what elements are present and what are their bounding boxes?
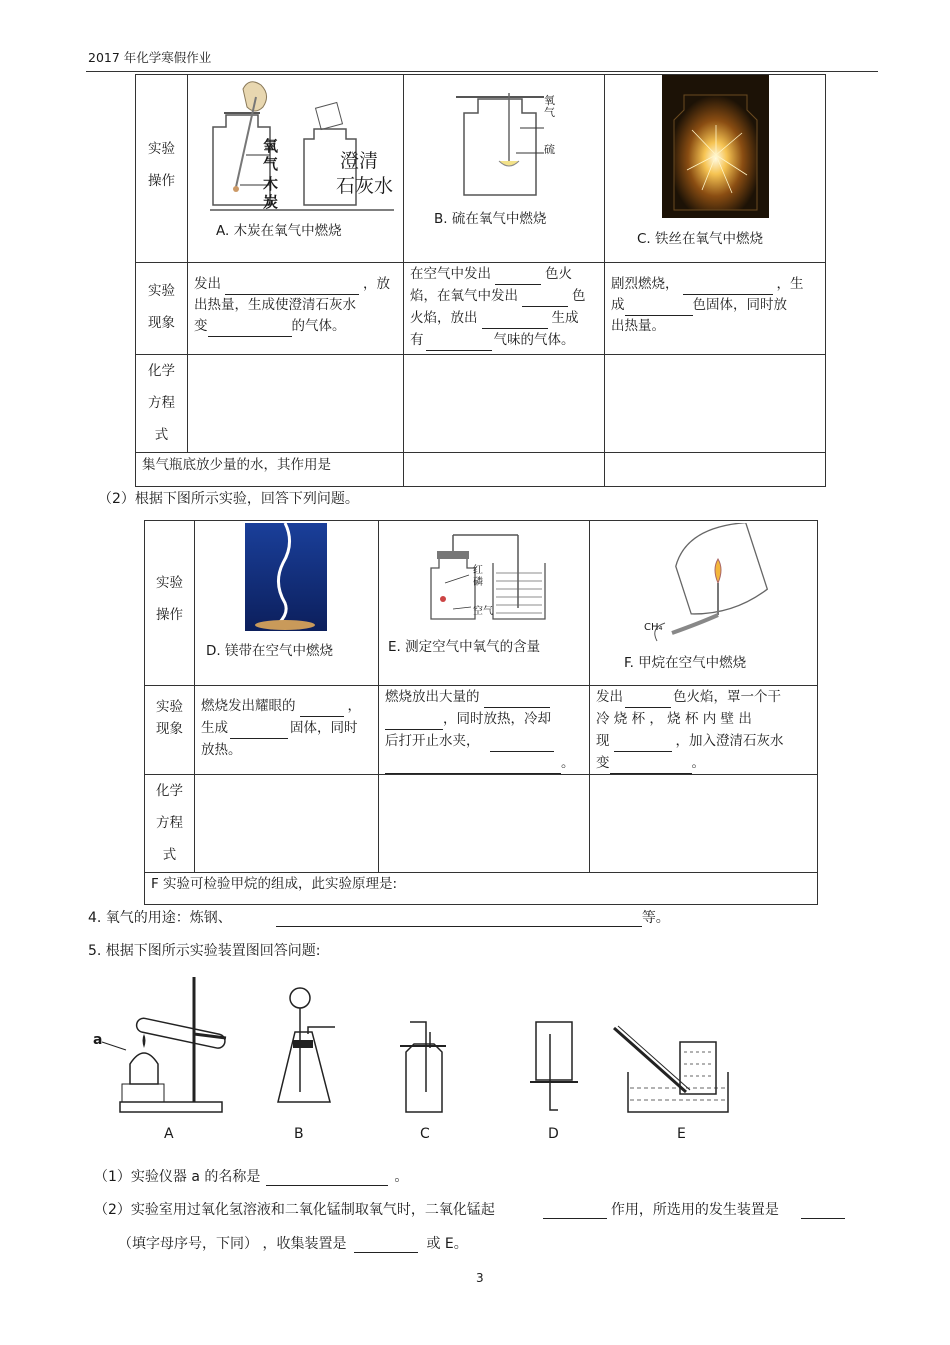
blank-a1[interactable] [225,279,359,295]
apparatus-label-a: A [164,1126,174,1142]
experiment-table-2 [144,520,818,905]
cell-fig-f [590,521,818,686]
blank-e2[interactable] [385,714,443,730]
apparatus-a-pointer-label: a [93,1032,103,1048]
blank-b3[interactable] [482,313,548,329]
water-answer-c[interactable] [605,453,826,487]
apparatus-c [400,1022,446,1112]
blank-d2[interactable] [230,723,288,739]
caption-c: C. 铁丝在氧气中燃烧 [637,231,764,247]
blank-b1[interactable] [495,269,541,285]
row-label-operation-2: 实验 操作 [145,521,195,686]
magnesium-photo [245,523,327,631]
fig-f-label-ch4: CH₄ [644,622,663,633]
cell-fig-d [195,521,379,686]
equation-e[interactable] [379,775,590,873]
cell-fig-e [379,521,590,686]
row-label-operation: 实验 操作 [136,75,188,263]
water-answer-b[interactable] [404,453,605,487]
apparatus-figure [90,972,740,1152]
page-header: 2017 年化学寒假作业 [88,50,212,65]
fig-b-label-oxygen: 氧气 [544,94,555,119]
apparatus-d [530,1022,578,1110]
phenomenon-c: 剧烈燃烧， ，生 成 色固体，同时放 出热量。 [605,263,826,355]
apparatus-label-d: D [548,1126,559,1142]
apparatus-label-c: C [420,1126,430,1142]
experiment-table-1 [135,74,826,487]
blank-f3[interactable] [610,758,692,774]
row-label-equation: 化学 方程 式 [136,355,188,453]
caption-e: E. 测定空气中氧气的含量 [388,639,541,655]
caption-d: D. 镁带在空气中燃烧 [206,643,333,659]
water-note: 集气瓶底放少量的水，其作用是 [136,453,404,487]
equation-a[interactable] [188,355,404,453]
equation-c[interactable] [605,355,826,453]
phenomenon-d: 燃烧发出耀眼的 ， 生成 固体，同时 放热。 [195,686,379,775]
row-label-phenomenon: 实验 现象 [136,263,188,355]
apparatus-label-b: B [294,1126,304,1142]
blank-c1[interactable] [683,279,773,295]
equation-d[interactable] [195,775,379,873]
fig-a-label-clear: 澄清 [340,150,379,172]
blank-sub2a[interactable] [543,1203,607,1219]
blank-b2[interactable] [522,291,568,307]
blank-d1[interactable] [300,701,344,717]
blank-a2[interactable] [208,321,292,337]
iron-wire-photo [662,75,769,218]
caption-b: B. 硫在氧气中燃烧 [434,211,547,227]
header-rule [86,71,878,72]
fig-a-label-limewater: 石灰水 [336,175,394,197]
blank-c2[interactable] [625,300,693,316]
question-4: 4. 氧气的用途：炼钢、 等。 [88,910,670,926]
phenomenon-a: 发出 ，放 出热量，生成使澄清石灰水 变 的气体。 [188,263,404,355]
blank-sub2b[interactable] [801,1203,845,1219]
f-note: F 实验可检验甲烷的组成，此实验原理是: [145,873,818,905]
blank-f1[interactable] [625,692,671,708]
blank-sub1[interactable] [266,1170,388,1186]
equation-f[interactable] [590,775,818,873]
apparatus-label-e: E [677,1126,686,1142]
equation-b[interactable] [404,355,605,453]
fig-a-label-charcoal: 木炭 [263,175,279,211]
blank-e3[interactable] [490,736,554,752]
row-label-equation-2: 化学 方程 式 [145,775,195,873]
blank-b4[interactable] [426,335,492,351]
caption-a: A. 木炭在氧气中燃烧 [216,223,342,239]
phenomenon-e: 燃烧放出大量的 ，同时放热，冷却 后打开止水夹， 。 [379,686,590,775]
sub-question-2-line-2: （填字母序号，下同） ，收集装置是 或 E。 [118,1236,468,1252]
caption-f: F. 甲烷在空气中燃烧 [624,655,747,671]
fig-a-label-oxygen: 氧气 [263,137,279,173]
cell-fig-a [188,75,404,263]
blank-sub2c[interactable] [354,1237,418,1253]
fig-e-label-air: 空气 [473,606,493,617]
sub-question-2-line-1: （2）实验室用过氧化氢溶液和二氧化锰制取氧气时，二氧化锰起 作用，所选用的发生装置是 [94,1199,845,1219]
blank-e4[interactable] [385,758,561,774]
blank-q4[interactable] [276,911,642,927]
row-label-phenomenon-2: 实验 现象 [145,686,195,775]
blank-e1[interactable] [484,692,550,708]
cell-fig-b [404,75,605,263]
apparatus-e [614,1026,728,1112]
apparatus-b [278,988,335,1102]
question-2-intro: （2）根据下图所示实验，回答下列问题。 [98,491,359,507]
sub-question-1: （1）实验仪器 a 的名称是 。 [94,1169,409,1185]
page-number: 3 [476,1271,484,1285]
apparatus-a [102,977,226,1112]
cell-fig-c [605,75,826,263]
fig-e-label-red-phosphorus: 红磷 [473,565,483,588]
phenomenon-b: 在空气中发出 色火 焰，在氧气中发出 色 火焰，放出 生成 有 气味的气体。 [404,263,605,355]
blank-f2[interactable] [614,736,672,752]
fig-b-label-sulfur: 硫 [544,143,555,156]
question-5: 5. 根据下图所示实验装置图回答问题: [88,943,321,959]
phenomenon-f: 发出 色火焰，罩一个干 冷 烧 杯 ， 烧 杯 内 壁 出 现 ，加入澄清石灰水 变 。 [590,686,818,775]
